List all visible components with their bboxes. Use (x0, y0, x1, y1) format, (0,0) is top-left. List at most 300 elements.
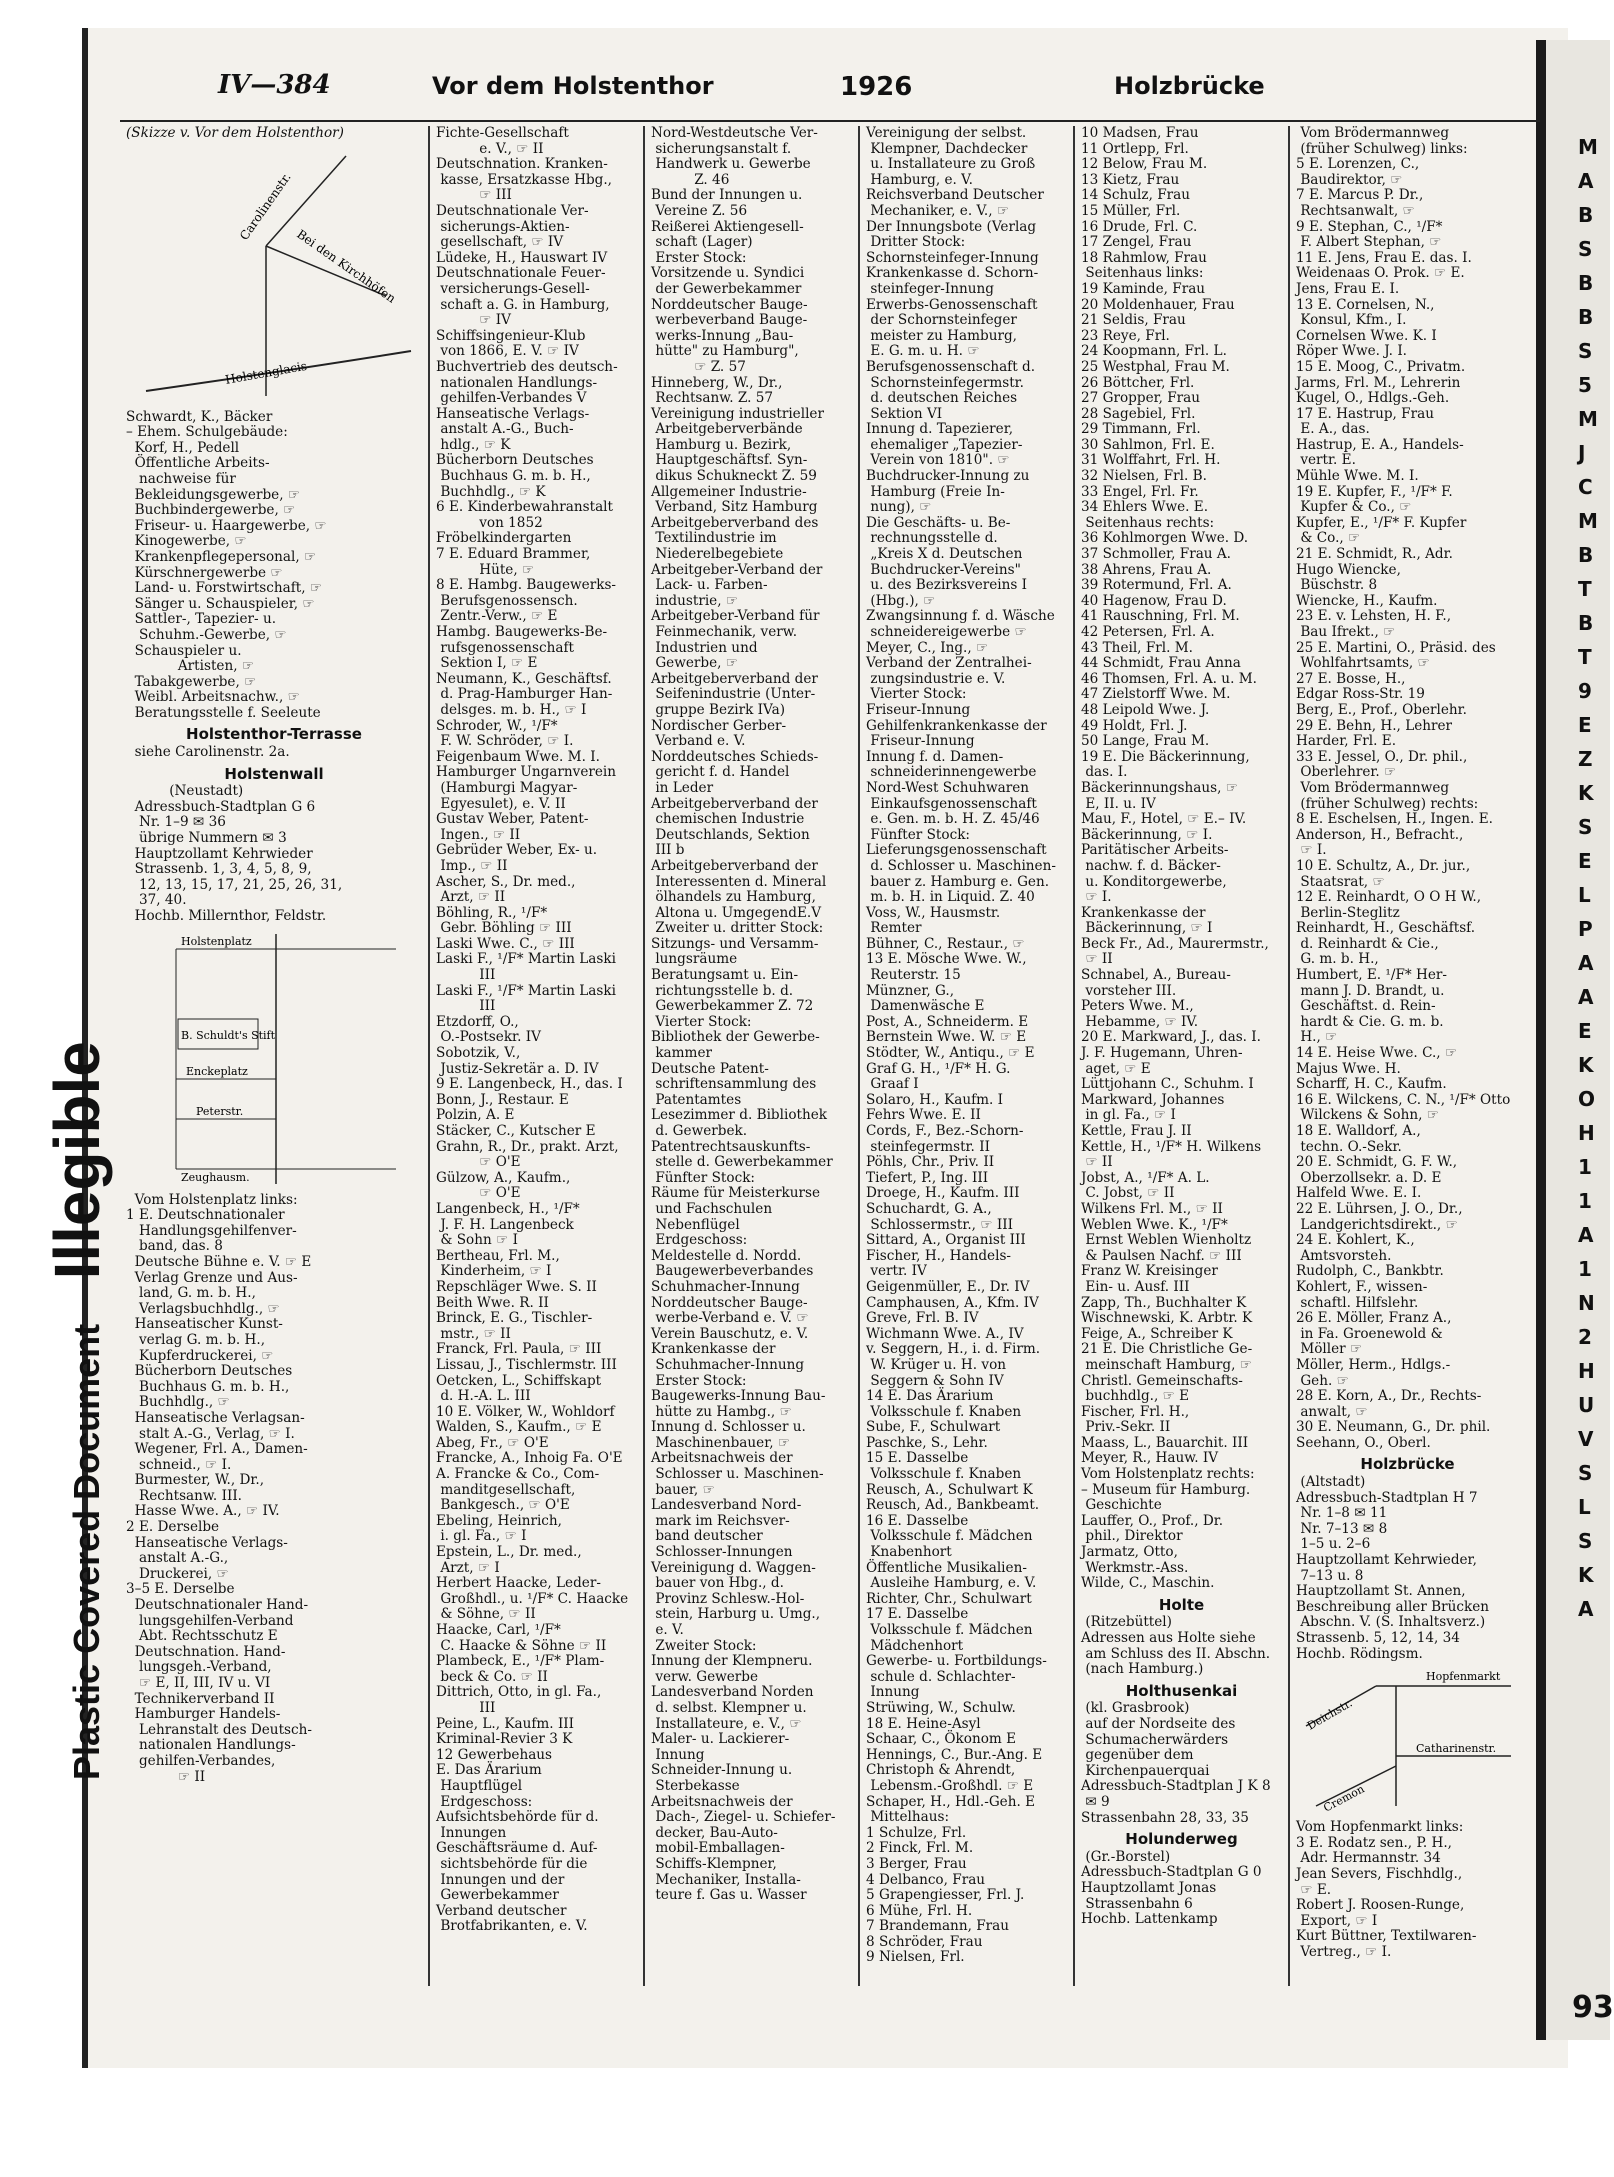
directory-entry: Kohlert, F., wissen- (1296, 1278, 1428, 1295)
directory-entry: Sobotzik, V., (436, 1045, 521, 1062)
directory-entry: Vereine Z. 56 (651, 202, 748, 219)
directory-entry: Fünfter Stock: (866, 826, 971, 843)
directory-entry: Halfeld Wwe. E. I. (1296, 1185, 1422, 1202)
facing-page-letter: S (1578, 339, 1593, 363)
directory-entry: 49 Holdt, Frl. J. (1081, 717, 1188, 734)
directory-entry: Fünfter Stock: (651, 1169, 756, 1186)
directory-entry: 9 Nielsen, Frl. (866, 1949, 965, 1966)
directory-entry: Fröbelkindergarten (436, 530, 572, 547)
street-heading: Holthusenkai (1125, 1681, 1238, 1700)
directory-entry: hütte" zu Hamburg", (651, 343, 799, 360)
directory-entry: Provinz Schlesw.-Hol- (651, 1590, 805, 1607)
directory-entry: Baugewerbeverbandes (651, 1263, 814, 1280)
directory-entry: Verein Bauschutz, e. V. (651, 1325, 809, 1342)
sketch-street-label: Cremon (1321, 1782, 1367, 1815)
directory-entry: Adr. Hermannstr. 34 (1296, 1850, 1441, 1867)
directory-entry: Schwardt, K., Bäcker (126, 408, 273, 425)
facing-page-letter: M (1578, 135, 1598, 159)
directory-entry: Gewerbe, ☞ (651, 655, 738, 672)
directory-entry: Hanseatische Verlags- (126, 1534, 288, 1551)
directory-entry: Mechaniker, e. V., ☞ (866, 202, 1010, 219)
directory-entry: bauer z. Hamburg e. Gen. (866, 873, 1050, 890)
directory-entry: ☞ O'E (436, 1154, 521, 1171)
directory-entry: Bund der Innungen u. (651, 187, 803, 204)
directory-entry: Bau Ifrekt., ☞ (1296, 624, 1396, 640)
directory-entry: Bücherborn Deutsches (436, 452, 594, 469)
directory-entry: Zweiter Stock: (651, 1637, 757, 1654)
directory-entry: Verlag Grenze und Aus- (126, 1269, 298, 1286)
directory-entry: Vereinigung d. Waggen- (651, 1559, 816, 1576)
facing-page-letter: 5 (1578, 373, 1592, 397)
directory-entry: Beratungsstelle f. Seeleute (126, 704, 321, 721)
directory-entry: ☞ E. (1296, 1881, 1332, 1898)
directory-entry: Sektion I, ☞ E (436, 655, 538, 672)
facing-page-letter: S (1578, 815, 1593, 839)
sketch-street-label: Enckeplatz (186, 1064, 248, 1078)
directory-entry: 21 E. Schmidt, R., Adr. (1296, 546, 1453, 563)
directory-entry: Beschreibung aller Brücken (1296, 1598, 1490, 1615)
directory-entry: Technikerverband II (126, 1690, 275, 1707)
directory-entry: Buchhaus G. m. b. H., (126, 1378, 290, 1395)
directory-entry: 3 Berger, Frau (866, 1855, 967, 1872)
directory-entry: ☞ Z. 57 (651, 358, 746, 375)
directory-entry: beck & Co. ☞ II (436, 1668, 548, 1685)
directory-entry: 37, 40. (126, 892, 187, 909)
directory-entry: e. Gen. m. b. H. Z. 45/46 (866, 811, 1040, 828)
directory-entry: Robert J. Roosen-Runge, (1296, 1897, 1465, 1914)
directory-entry: C. Haacke & Söhne ☞ II (436, 1637, 607, 1654)
directory-entry: 23 Reye, Frl. (1081, 327, 1170, 344)
directory-entry: d. Prag-Hamburger Han- (436, 686, 613, 703)
directory-entry: Bernstein Wwe. W. ☞ E (866, 1029, 1027, 1046)
facing-page-letter: L (1578, 883, 1591, 907)
directory-entry: G. m. b. H., (1296, 951, 1379, 968)
directory-entry: 27 Gropper, Frau (1081, 390, 1201, 407)
directory-entry: steinfeger-Innung (866, 280, 994, 297)
directory-entry: stein, Harburg u. Umg., (651, 1606, 821, 1623)
directory-entry: & Co., ☞ (1296, 530, 1361, 547)
directory-entry: d. Reinhardt & Cie., (1296, 935, 1439, 952)
facing-page-letter: V (1578, 1427, 1594, 1451)
sketch-street-label: Carolinenstr. (236, 169, 294, 243)
directory-entry: J. F. H. Langenbeck (436, 1216, 574, 1233)
directory-entry: mstr., ☞ II (436, 1325, 511, 1342)
directory-entry: Mädchenhort (866, 1637, 964, 1654)
directory-entry: Brotfabrikanten, e. V. (436, 1918, 588, 1935)
directory-entry: u. des Bezirksvereins I (866, 577, 1028, 594)
directory-entry: J. F. Hugemann, Uhren- (1081, 1045, 1243, 1062)
directory-entry: Arzt, ☞ I (436, 1559, 500, 1576)
directory-entry: Krankenpflegepersonal, ☞ (126, 548, 317, 565)
directory-entry: Einkaufsgenossenschaft (866, 795, 1037, 812)
directory-entry: Post, A., Schneiderm. E (866, 1013, 1029, 1030)
page-number: IV—384 (218, 70, 331, 100)
directory-entry: Vierter Stock: (866, 686, 967, 703)
directory-entry: Bonn, J., Restaur. E (436, 1091, 569, 1108)
directory-entry: (Altstadt) (1296, 1474, 1366, 1491)
directory-entry: Strassenbahn 28, 33, 35 (1081, 1809, 1249, 1826)
directory-entry: (früher Schulweg) links: (1296, 140, 1468, 157)
directory-entry: Strassenb. 1, 3, 4, 5, 8, 9, (126, 861, 312, 878)
directory-entry: 26 Böttcher, Frl. (1081, 374, 1195, 391)
directory-entry: der Gewerbekammer (651, 280, 802, 297)
directory-entry: 20 E. Schmidt, G. F. W., (1296, 1154, 1458, 1171)
directory-entry: Altona u. UmgegendE.V (651, 904, 822, 921)
directory-entry: Wilkens Frl. M., ☞ II (1081, 1200, 1223, 1217)
directory-entry: Arzt, ☞ II (436, 889, 506, 906)
directory-entry: Stödter, W., Antiqu., ☞ E (866, 1045, 1035, 1062)
directory-entry: Dritter Stock: (866, 234, 966, 251)
directory-entry: Justiz-Sekretär a. D. IV (436, 1060, 599, 1077)
directory-entry: Buchvertrieb des deutsch- (436, 358, 618, 375)
directory-entry: Schlosser u. Maschinen- (651, 1466, 824, 1483)
directory-entry: Wilde, C., Maschin. (1081, 1575, 1215, 1592)
directory-entry: Bäckerinnung, ☞ I. (1081, 826, 1213, 843)
directory-entry: 38 Ahrens, Frau A. (1081, 561, 1212, 578)
directory-entry: Schumacherwärders (1081, 1731, 1229, 1748)
facing-page-letter: U (1578, 1393, 1595, 1417)
directory-entry: Fehrs Wwe. E. II (866, 1107, 981, 1124)
directory-entry: Konsul, Kfm., I. (1296, 312, 1407, 329)
directory-entry: Hanseatische Verlags- (436, 405, 590, 422)
directory-entry: III b (651, 842, 685, 859)
directory-entry: Weblen Wwe. K., ¹/F* (1081, 1216, 1228, 1233)
directory-entry: in Leder (651, 779, 714, 796)
directory-entry: Schaper, H., Hdl.-Geh. E (866, 1793, 1036, 1810)
directory-entry: Dittrich, Otto, in gl. Fa., (436, 1684, 602, 1701)
directory-entry: 32 Nielsen, Frl. B. (1081, 468, 1207, 485)
directory-entry: E. A., das. (1296, 421, 1370, 438)
directory-entry: v. Seggern, H., i. d. Firm. (866, 1341, 1041, 1358)
directory-entry: Herbert Haacke, Leder- (436, 1575, 601, 1592)
facing-page-letter: M (1578, 509, 1598, 533)
directory-entry: Industrien und (651, 639, 758, 656)
directory-entry: ☞ I. (1081, 889, 1112, 906)
directory-entry: 11 E. Jens, Frau E. das. I. (1296, 249, 1472, 266)
directory-entry: dikus Schukneckt Z. 59 (651, 468, 817, 485)
directory-entry: Beck Fr., Ad., Maurermstr., (1081, 935, 1269, 952)
section-title: Vor dem Holstenthor (432, 72, 714, 100)
directory-entry: 21 E. Die Christliche Ge- (1081, 1341, 1253, 1358)
directory-entry: Hauptflügel (436, 1777, 523, 1794)
directory-entry: schriftensammlung des (651, 1076, 817, 1093)
directory-entry: Abeg, Fr., ☞ O'E (436, 1434, 549, 1451)
directory-entry: Verband deutscher (436, 1902, 567, 1919)
directory-entry: gehilfen-Verbandes V (436, 390, 587, 407)
directory-entry: Seehann, O., Oberl. (1296, 1434, 1431, 1451)
facing-page-letter: N (1578, 1291, 1595, 1315)
directory-entry: 30 Sahlmon, Frl. E. (1081, 436, 1215, 453)
directory-entry: Reuterstr. 15 (866, 967, 961, 984)
directory-entry: 29 Timmann, Frl. (1081, 421, 1201, 438)
directory-entry: Dach-, Ziegel- u. Schiefer- (651, 1809, 836, 1826)
directory-entry: Egyesulet), e. V. II (436, 795, 566, 812)
directory-entry: ☞ I. (1296, 842, 1327, 859)
directory-entry: 10 E. Schultz, A., Dr. jur., (1296, 857, 1471, 874)
directory-entry: „Kreis X d. Deutschen (866, 546, 1023, 563)
directory-entry: Krankenkasse d. Schorn- (866, 265, 1039, 282)
directory-entry: schaftl. Hilfslehr. (1296, 1294, 1419, 1311)
directory-entry: Geschichte (1081, 1497, 1162, 1514)
directory-entry: Sitzungs- und Versamm- (651, 935, 819, 952)
directory-entry: Verband e. V. (651, 733, 746, 750)
directory-entry: 20 Moldenhauer, Frau (1081, 296, 1235, 313)
directory-entry: 10 E. Völker, W., Wohldorf (436, 1403, 615, 1420)
street-heading: Holstenwall (224, 764, 324, 783)
directory-entry: Neumann, K., Geschäftsf. (436, 670, 612, 687)
directory-entry: Buchdrucker-Vereins" (866, 561, 1021, 578)
directory-entry: Berufsgenossensch. (436, 592, 578, 609)
directory-entry: Zweiter u. dritter Stock: (651, 920, 824, 937)
directory-entry: Baudirektor, ☞ (1296, 171, 1403, 188)
directory-entry: W. Krüger u. H. von (866, 1356, 1007, 1373)
directory-entry: Stäcker, C., Kutscher E (436, 1123, 596, 1139)
directory-entry: Hochb. Rödingsm. (1296, 1645, 1423, 1662)
directory-entry: Langenbeck, H., ¹/F* (436, 1200, 580, 1217)
directory-entry: Camphausen, A., Kfm. IV (866, 1294, 1039, 1311)
directory-entry: Röper Wwe. J. I. (1296, 343, 1408, 360)
directory-entry: 1 E. Deutschnationaler (126, 1207, 285, 1224)
directory-entry: Schornsteinfeger-Innung (866, 249, 1039, 266)
directory-entry: Jobst, A., ¹/F* A. L. (1081, 1169, 1210, 1186)
directory-entry: 7 E. Marcus P. Dr., (1296, 187, 1424, 204)
directory-entry: Textilindustrie im (651, 530, 777, 547)
directory-entry: 37 Schmoller, Frau A. (1081, 546, 1232, 563)
directory-entry: d. selbst. Klempner u. (651, 1699, 807, 1716)
directory-entry: e. V. (651, 1622, 684, 1638)
directory-entry: e. V., ☞ II (436, 140, 544, 157)
directory-entry: Der Innungsbote (Verlag (866, 218, 1037, 235)
directory-entry: Schuchardt, G. A., (866, 1200, 992, 1217)
directory-entry: Strüwing, W., Schulw. (866, 1699, 1016, 1716)
directory-entry: Arbeitgeberverband der (651, 795, 818, 812)
directory-entry: Fischer, Frl. H., (1081, 1403, 1190, 1420)
directory-entry: schneidereigewerbe ☞ (866, 624, 1027, 640)
directory-entry: Kettle, H., ¹/F* H. Wilkens (1081, 1138, 1262, 1155)
directory-entry: Lauffer, O., Prof., Dr. (1081, 1512, 1224, 1529)
directory-entry: Buchdrucker-Innung zu (866, 468, 1030, 485)
sketch-caption: (Skizze v. Vor dem Holstenthor) (126, 125, 344, 141)
directory-entry: 6 E. Kinderbewahranstalt (436, 499, 613, 516)
directory-entry: Sänger u. Schauspieler, ☞ (126, 595, 315, 612)
directory-entry: richtungsstelle b. d. (651, 982, 794, 999)
directory-entry: Brinck, E. G., Tischler- (436, 1310, 593, 1327)
directory-entry: Geh. ☞ (1296, 1372, 1349, 1389)
facing-page-letter: 1 (1578, 1155, 1592, 1179)
directory-entry: Sittard, A., Organist III (866, 1232, 1026, 1249)
directory-entry: Greve, Frl. B. IV (866, 1310, 979, 1327)
facing-page-letter: B (1578, 271, 1594, 295)
directory-entry: Büschstr. 8 (1296, 577, 1378, 594)
directory-entry: Richter, Chr., Schulwart (866, 1590, 1032, 1607)
directory-entry: 19 E. Kupfer, F., ¹/F* F. (1296, 483, 1453, 500)
facing-page-number: 93 (1572, 1990, 1614, 2025)
directory-entry: Deutschlands, Sektion (651, 826, 810, 843)
directory-entry: Deutsche Patent- (651, 1060, 769, 1077)
directory-entry: 12 Below, Frau M. (1081, 156, 1208, 173)
directory-entry: u. Konditorgewerbe, (1081, 873, 1227, 890)
directory-entry: Böhling, R., ¹/F* (436, 904, 548, 921)
directory-entry: Schuhm.-Gewerbe, ☞ (126, 626, 287, 643)
directory-entry: vertr. IV (866, 1263, 927, 1280)
directory-entry: 5 E. Lorenzen, C., (1296, 156, 1420, 173)
directory-entry: Vom Holstenplatz links: (126, 1191, 298, 1208)
directory-entry: Weibl. Arbeitsnachw., ☞ (126, 689, 300, 706)
directory-entry: nachweise für (126, 470, 236, 487)
directory-entry: 9 E. Stephan, C., ¹/F* (1296, 218, 1443, 235)
street-sketch-holstenwall (126, 929, 416, 1189)
directory-entry: 14 E. Das Ärarium (866, 1388, 994, 1405)
directory-entry: Lehranstalt des Deutsch- (126, 1721, 312, 1738)
directory-entry: Jean Severs, Fischhdlg., (1296, 1865, 1463, 1882)
directory-entry: 12 E. Reinhardt, O O H W., (1296, 889, 1482, 906)
facing-page-letters (1578, 130, 1600, 1626)
directory-entry: Buchhdlg., ☞ (126, 1394, 230, 1411)
directory-entry: versicherungs-Gesell- (436, 280, 590, 297)
directory-entry: Erwerbs-Genossenschaft (866, 296, 1038, 313)
directory-entry: Friseur-Innung (866, 701, 971, 718)
directory-entry: Deutschnationale Ver- (436, 202, 589, 219)
directory-entry: Pöhls, Chr., Priv. II (866, 1154, 995, 1171)
directory-entry: Voss, W., Hausmstr. (866, 904, 1001, 921)
directory-entry: Reusch, Ad., Bankbeamt. (866, 1497, 1040, 1514)
directory-entry: 12, 13, 15, 17, 21, 25, 26, 31, (126, 876, 343, 893)
facing-page-letter: K (1578, 781, 1594, 805)
directory-entry: Verband der Zentralhei- (866, 655, 1032, 672)
directory-entry: Hamburger Handels- (126, 1706, 281, 1723)
directory-entry: 19 E. Die Bäckerinnung, (1081, 748, 1250, 765)
directory-entry: Jarmatz, Otto, (1081, 1544, 1178, 1561)
directory-entry: Volksschule f. Mädchen (866, 1528, 1033, 1545)
directory-entry: Oetcken, L., Schiffskapt (436, 1372, 602, 1389)
directory-entry: das. I. (1081, 764, 1128, 781)
directory-entry: 9 E. Langenbeck, H., das. I (436, 1076, 623, 1093)
directory-entry: d. Gewerbek. (651, 1123, 748, 1139)
directory-entry: Adressbuch-Stadtplan G 6 (126, 798, 316, 815)
directory-entry: Friseur- u. Haargewerbe, ☞ (126, 517, 327, 534)
directory-entry: E, II. u. IV (1081, 795, 1156, 812)
directory-entry: Weidenaas O. Prok. ☞ E. (1296, 265, 1465, 282)
directory-entry: Z. 46 (651, 171, 730, 188)
sketch-street-label: Zeughausm. (181, 1170, 250, 1184)
sketch-street-label: B. Schuldt's Stift (181, 1028, 276, 1042)
facing-page-letter: B (1578, 203, 1594, 227)
directory-entry: Strassenb. 5, 12, 14, 34 (1296, 1630, 1460, 1646)
sketch-street-label: Holstenglacis (224, 358, 308, 387)
directory-entry: (Ritzebüttel) (1081, 1614, 1172, 1631)
directory-entry: Schroder, W., ¹/F* (436, 717, 558, 734)
directory-entry: Knabenhort (866, 1544, 952, 1561)
directory-entry: in Fa. Groenewold & (1296, 1325, 1443, 1342)
facing-page-letter: J (1578, 441, 1586, 465)
directory-entry: (nach Hamburg.) (1081, 1661, 1204, 1678)
facing-page-letter: T (1578, 645, 1592, 669)
directory-entry: Gewerbe- u. Fortbildungs- (866, 1653, 1047, 1670)
directory-entry: Geigenmüller, E., Dr. IV (866, 1278, 1030, 1295)
directory-entry: schaft a. G. in Hamburg, (436, 296, 610, 313)
directory-entry: Hochb. Lattenkamp (1081, 1911, 1218, 1928)
directory-entry: Norddeutscher Bauge- (651, 296, 808, 313)
directory-entry: 25 Westphal, Frau M. (1081, 358, 1230, 375)
directory-entry: 7 Brandemann, Frau (866, 1918, 1009, 1935)
directory-entry: Graf G. H., ¹/F* H. G. (866, 1060, 1011, 1077)
directory-entry: Solaro, H., Kaufm. I (866, 1091, 1004, 1108)
directory-entry: 36 Kohlmorgen Wwe. D. (1081, 530, 1249, 547)
directory-entry: Hüte, ☞ (436, 561, 535, 578)
directory-entry: Kettle, Frau J. II (1081, 1123, 1192, 1139)
directory-entry: 3–5 E. Derselbe (126, 1581, 235, 1598)
directory-entry: Berlin-Steglitz (1296, 904, 1400, 921)
directory-entry: – Ehem. Schulgebäude: (126, 424, 288, 441)
directory-entry: Wegener, Frl. A., Damen- (126, 1441, 308, 1458)
directory-entry: Maschinenbauer, ☞ (651, 1434, 791, 1451)
directory-entry: 30 E. Neumann, G., Dr. phil. (1296, 1419, 1491, 1436)
sketch-street-label: Deichstr. (1305, 1696, 1355, 1733)
directory-entry: 7 E. Eduard Brammer, (436, 546, 591, 563)
directory-entry: 34 Ehlers Wwe. E. (1081, 499, 1209, 516)
directory-entry: 18 E. Walldorf, A., (1296, 1123, 1421, 1139)
directory-entry: ölhandels zu Hamburg, (651, 889, 816, 906)
directory-entry: Meyer, C., Ing., ☞ (866, 639, 989, 656)
directory-entry: land, G. m. b. H., (126, 1285, 256, 1302)
facing-page-letter: B (1578, 611, 1594, 635)
directory-entry: delsges. m. b. H., ☞ I (436, 701, 587, 718)
directory-entry: band, das. 8 (126, 1238, 223, 1255)
directory-entry: rufsgenossenschaft (436, 639, 574, 656)
directory-entry: (kl. Grasbrook) (1081, 1700, 1190, 1717)
facing-page-letter: K (1578, 1563, 1594, 1587)
directory-entry: 2 E. Derselbe (126, 1519, 220, 1536)
directory-entry: 6 Mühe, Frl. H. (866, 1902, 973, 1919)
directory-entry: anstalt A.-G., Buch- (436, 421, 574, 438)
directory-entry: Patentamtes (651, 1091, 742, 1108)
directory-entry: Zapp, Th., Buchhalter K (1081, 1294, 1247, 1311)
directory-entry: Scharff, H. C., Kaufm. (1296, 1076, 1447, 1093)
directory-entry: Zwangsinnung f. d. Wäsche (866, 608, 1055, 625)
directory-entry: 8 E. Eschelsen, H., Ingen. E. (1296, 811, 1493, 828)
directory-entry: Feinmechanik, verw. (651, 624, 798, 640)
facing-page-letter: A (1578, 1223, 1594, 1247)
directory-entry: Bertheau, Frl. M., (436, 1247, 560, 1264)
directory-entry: Etzdorff, O., (436, 1013, 519, 1030)
directory-entry: & Paulsen Nachf. ☞ III (1081, 1247, 1242, 1264)
directory-entry: Walden, S., Kaufm., ☞ E (436, 1419, 602, 1436)
directory-entry: C. Jobst, ☞ II (1081, 1185, 1175, 1202)
directory-entry: A. Francke & Co., Com- (436, 1466, 600, 1483)
directory-entry: Schiffsingenieur-Klub (436, 327, 586, 344)
directory-entry: Schlossermstr., ☞ III (866, 1216, 1013, 1233)
directory-entry: Beith Wwe. R. II (436, 1294, 549, 1311)
directory-entry: m. b. H. in Liquid. Z. 40 (866, 889, 1035, 906)
directory-entry: Lüdeke, H., Hauswart IV (436, 249, 608, 266)
directory-entry: Beratungsamt u. Ein- (651, 967, 799, 984)
directory-entry: Sterbekasse (651, 1777, 740, 1794)
directory-entry: Bibliothek der Gewerbe- (651, 1029, 820, 1046)
directory-entry: Damenwäsche E (866, 998, 985, 1015)
directory-entry: Hastrup, E. A., Handels- (1296, 436, 1464, 453)
directory-entry: Ingen., ☞ II (436, 826, 521, 843)
directory-entry: Lieferungsgenossenschaft (866, 842, 1047, 859)
directory-entry: Innung d. Tapezierer, (866, 421, 1014, 438)
directory-entry: Ascher, S., Dr. med., (436, 873, 576, 890)
directory-entry: Schaar, C., Ökonom E (866, 1731, 1017, 1748)
directory-entry: von 1852 (436, 514, 543, 531)
directory-entry: Bankgesch., ☞ O'E (436, 1497, 570, 1514)
directory-entry: Wischnewski, K. Arbtr. K (1081, 1310, 1253, 1327)
directory-entry: Erdgeschoss: (436, 1793, 533, 1810)
sidebar-label: Plastic Covered Document (66, 1323, 107, 1780)
facing-page-letter: 1 (1578, 1257, 1592, 1281)
